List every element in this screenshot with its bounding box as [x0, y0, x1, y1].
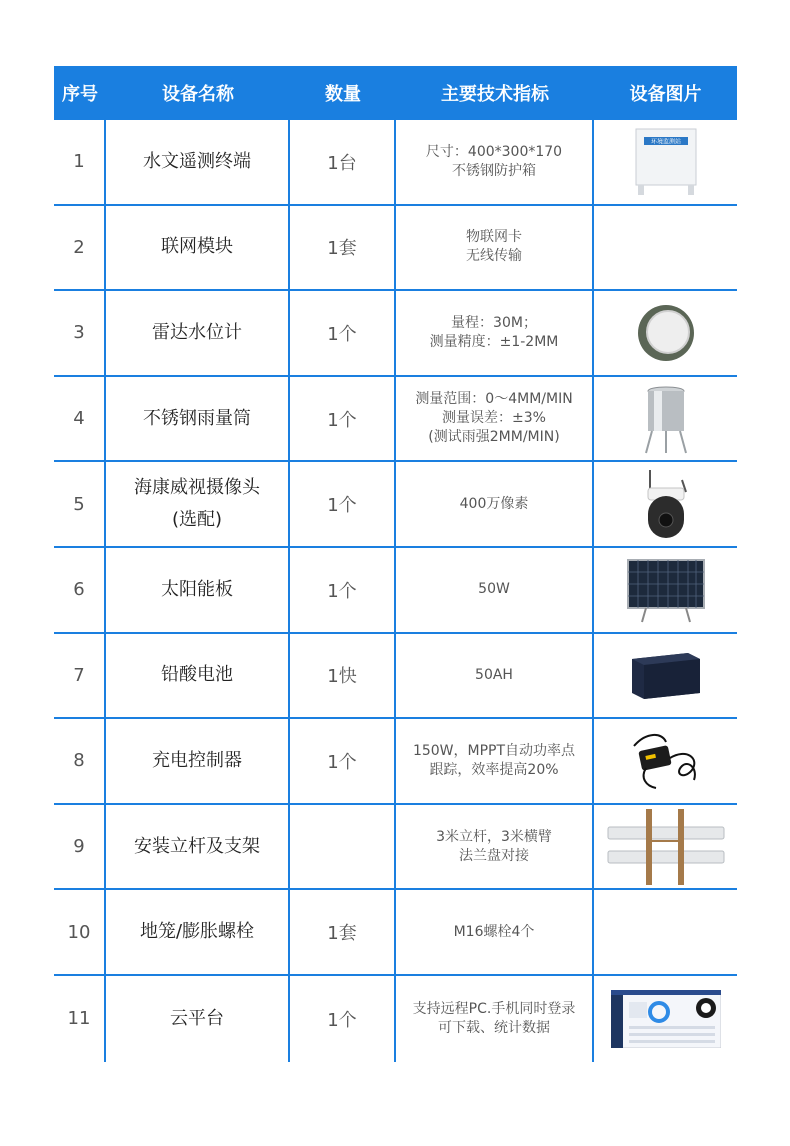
cell-qty: 1快 [290, 634, 396, 718]
spec-line: 400万像素 [459, 495, 529, 512]
name-line: 充电控制器 [152, 749, 242, 771]
dome-camera-image [594, 462, 737, 546]
charge-controller-image [594, 719, 737, 803]
cell-qty: 1个 [290, 719, 396, 803]
table-row [54, 462, 737, 548]
cell-no: 3 [54, 291, 106, 375]
cell-name [106, 377, 290, 461]
cell-name [106, 462, 290, 546]
cell-qty: 1个 [290, 291, 396, 375]
spec-line: 测量范围：0～4MM/MIN [415, 391, 573, 408]
cell-name [106, 206, 290, 290]
svg-text:环境监测站: 环境监测站 [650, 138, 681, 146]
spec-line: 可下载、统计数据 [438, 1019, 550, 1036]
cell-name [106, 719, 290, 803]
cell-no: 8 [54, 719, 106, 803]
cell-no: 5 [54, 462, 106, 546]
cell-name [106, 548, 290, 632]
spec-line: 无线传输 [466, 248, 522, 265]
spec-line: 量程：30M； [451, 314, 537, 331]
cell-no: 4 [54, 377, 106, 461]
mounting-bracket-image [594, 805, 737, 889]
cell-spec [396, 634, 594, 718]
spec-line: 物联网卡 [466, 229, 522, 246]
table-header [54, 66, 737, 120]
cell-spec [396, 462, 594, 546]
cell-spec [396, 291, 594, 375]
cell-name [106, 890, 290, 974]
header-name: 设备名称 [162, 84, 234, 105]
cell-spec [396, 890, 594, 974]
table-row [54, 377, 737, 463]
spec-line: (测试雨强2MM/MIN) [428, 429, 560, 446]
cell-no: 11 [54, 976, 106, 1062]
cell-no: 9 [54, 805, 106, 889]
cell-qty: 1台 [290, 120, 396, 204]
spec-line: 支持远程PC.手机同时登录 [412, 1000, 576, 1017]
spec-line: 测量精度：±1-2MM [429, 333, 559, 350]
table-row [54, 890, 737, 976]
table-row [54, 634, 737, 720]
header-image: 设备图片 [629, 84, 702, 105]
solar-panel-image [594, 548, 737, 632]
enclosure-box-image [594, 120, 737, 204]
table-row [54, 548, 737, 634]
table-row [54, 206, 737, 292]
cell-spec [396, 120, 594, 204]
cell-qty: 1个 [290, 377, 396, 461]
cell-name [106, 291, 290, 375]
header-spec: 主要技术指标 [441, 84, 549, 105]
table-body [54, 120, 737, 1062]
spec-line: 测量误差：±3% [442, 410, 546, 427]
cell-no: 1 [54, 120, 106, 204]
cell-qty: 1套 [290, 206, 396, 290]
cell-spec [396, 206, 594, 290]
rain-gauge-image [594, 377, 737, 461]
spec-line: M16螺栓4个 [453, 923, 535, 940]
cell-no: 10 [54, 890, 106, 974]
table-row [54, 120, 737, 206]
cell-no: 2 [54, 206, 106, 290]
cell-no: 6 [54, 548, 106, 632]
name-line: 联网模块 [161, 236, 233, 258]
name-line: 铅酸电池 [161, 664, 233, 686]
cell-name [106, 805, 290, 889]
table-row [54, 291, 737, 377]
dashboard-screenshot-image [594, 976, 737, 1062]
name-line: 海康威视摄像头 [134, 477, 260, 499]
cell-spec [396, 548, 594, 632]
spec-line: 50W [478, 581, 510, 598]
name-line: 雷达水位计 [152, 321, 242, 343]
name-line: 地笼/膨胀螺栓 [139, 921, 255, 943]
cell-qty: 1个 [290, 976, 396, 1062]
battery-image [594, 634, 737, 718]
name-line: (选配) [171, 509, 223, 531]
spec-line: 不锈钢防护箱 [452, 162, 536, 179]
spec-line: 跟踪，效率提高20% [429, 761, 559, 778]
name-line: 云平台 [170, 1007, 224, 1029]
name-line: 太阳能板 [161, 578, 233, 600]
spec-line: 3米立杆，3米横臂 [436, 828, 552, 845]
spec-line: 法兰盘对接 [459, 847, 529, 864]
table-row [54, 805, 737, 891]
spec-line: 150W，MPPT自动功率点 [412, 742, 576, 759]
cell-spec [396, 719, 594, 803]
cell-name [106, 120, 290, 204]
table-row [54, 976, 737, 1062]
header-qty: 数量 [325, 84, 361, 105]
name-line: 安装立杆及支架 [134, 835, 260, 857]
name-line: 不锈钢雨量筒 [143, 407, 251, 429]
cell-spec [396, 976, 594, 1062]
cell-no: 7 [54, 634, 106, 718]
radar-sensor-image [594, 291, 737, 375]
cell-qty: 1个 [290, 548, 396, 632]
cell-name [106, 976, 290, 1062]
cell-qty: 1套 [290, 890, 396, 974]
cell-image-empty [594, 890, 737, 974]
cell-qty [290, 805, 396, 889]
name-line: 水文遥测终端 [143, 150, 251, 172]
table-row [54, 719, 737, 805]
equipment-table [54, 66, 737, 1062]
spec-line: 尺寸：400*300*170 [425, 143, 563, 160]
cell-name [106, 634, 290, 718]
cell-spec [396, 805, 594, 889]
cell-spec [396, 377, 594, 461]
spec-line: 50AH [475, 666, 513, 683]
header-no: 序号 [62, 84, 98, 105]
cell-qty: 1个 [290, 462, 396, 546]
cell-image-empty [594, 206, 737, 290]
